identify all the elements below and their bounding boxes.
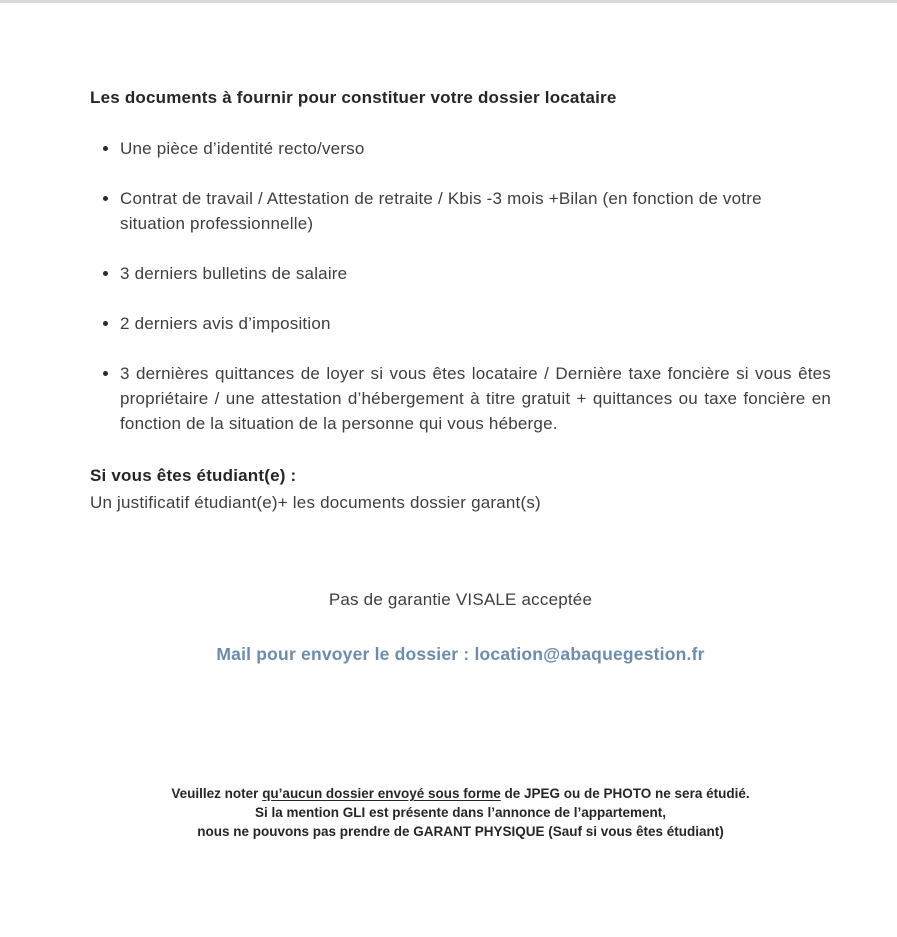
page-title: Les documents à fournir pour constituer votre dossier locataire [90,88,617,107]
student-section-text: Un justificatif étudiant(e)+ les documents dossier garant(s) [90,493,541,512]
list-item-identity: Une pièce d’identité recto/verso [90,136,831,161]
mail-instruction [90,644,831,665]
student-section-heading: Si vous êtes étudiant(e) : [90,466,297,485]
list-item-work-contract: Contrat de travail / Attestation de retraite / Kbis -3 mois +Bilan (en fonction de votre situation professionnelle) [90,186,831,236]
list-item-payslips: 3 derniers bulletins de salaire [90,261,831,286]
visale-note: Pas de garantie VISALE acceptée [328,590,593,609]
required-documents-list [90,136,831,436]
top-divider [0,0,897,3]
footer-line1-suffix: de JPEG ou de PHOTO ne sera étudié. [500,786,750,801]
footer-warning-line3: nous ne pouvons pas prendre de GARANT PHYSIQUE (Sauf si vous êtes étudiant) [197,824,724,839]
mail-instruction-label: Mail pour envoyer le dossier : [216,644,475,664]
rental-dossier-document [0,88,897,841]
list-item-rent-receipts: 3 dernières quittances de loyer si vous êtes locataire / Dernière taxe foncière si vous êtes propriétaire / une attestation d’hébergement à titre gratuit + quittances ou taxe foncière en fonction de la situation de la personne qui vous héberge. [90,361,831,436]
footer-line1-underlined: qu’aucun dossier envoyé sous forme [262,786,501,801]
footer-warning-line1 [90,784,831,803]
footer-warning [90,784,831,841]
footer-line1-prefix: Veuillez noter [171,786,263,801]
list-item-tax-notices: 2 derniers avis d’imposition [90,311,831,336]
email-address: location@abaquegestion.fr [474,644,705,664]
footer-warning-line2: Si la mention GLI est présente dans l’annonce de l’appartement, [254,805,667,820]
